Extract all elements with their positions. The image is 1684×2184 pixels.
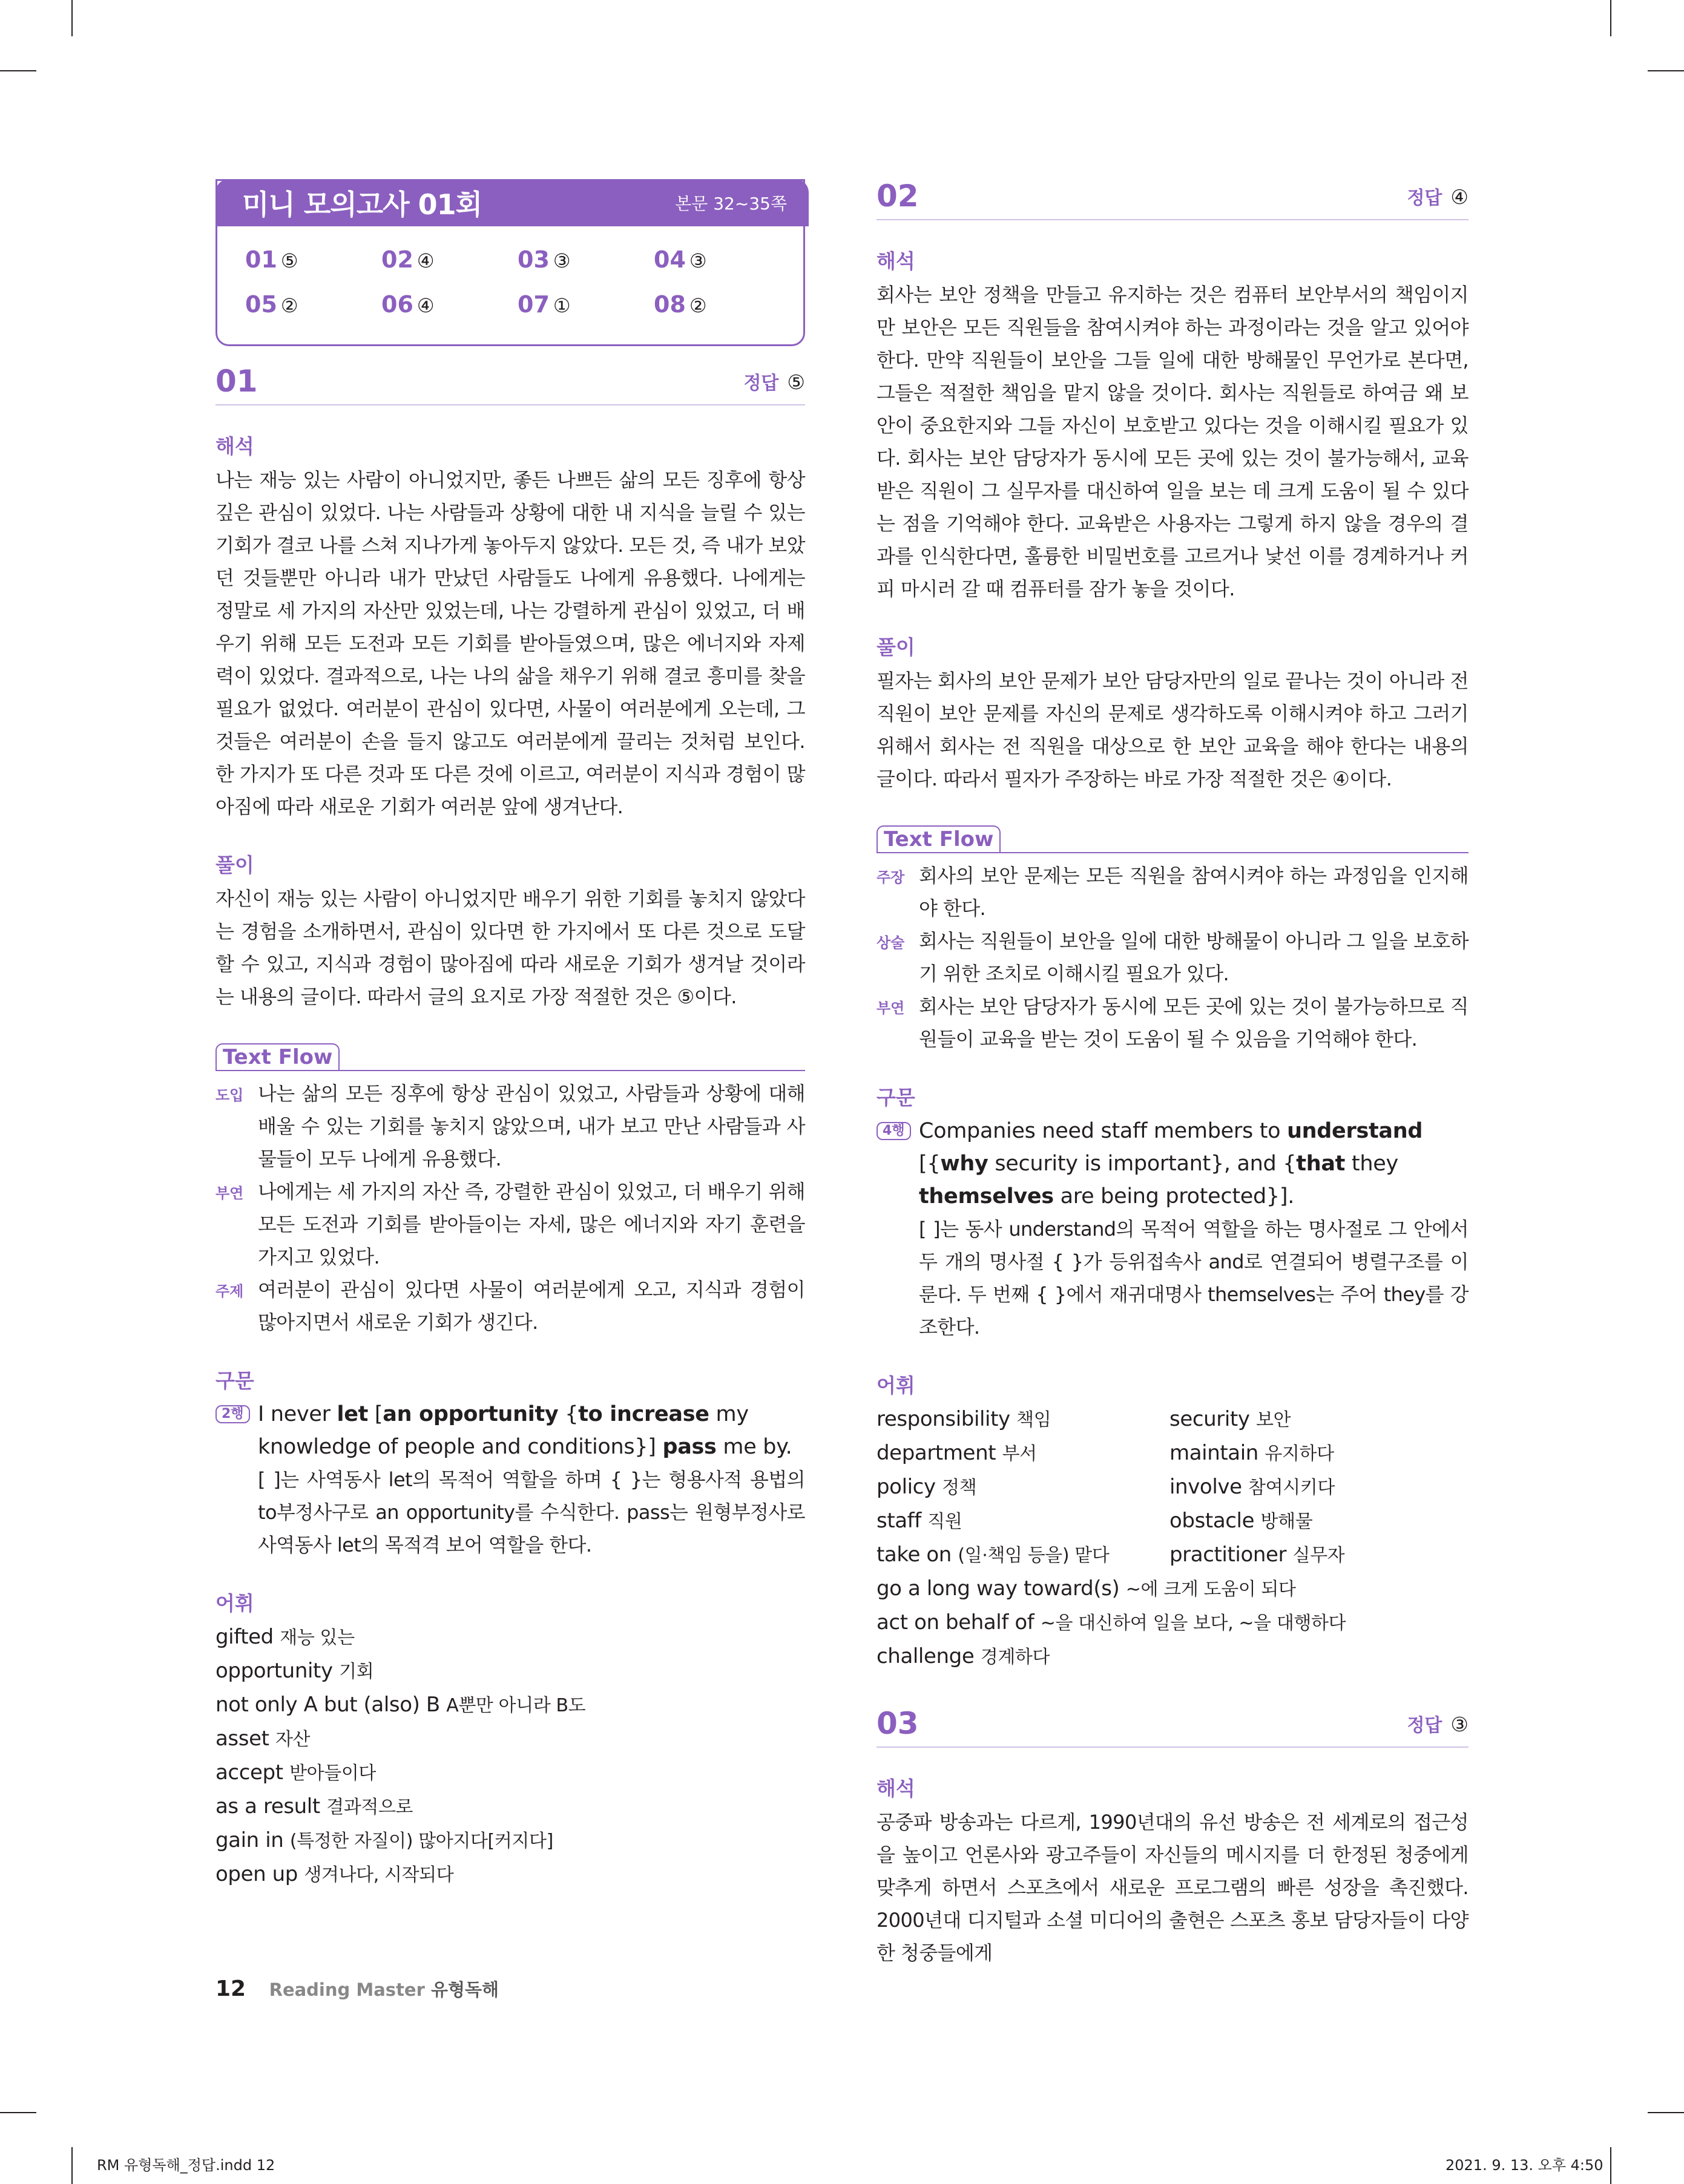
text-flow-item: 부연 회사는 보안 담당자가 동시에 모든 곳에 있는 것이 불가능하므로 직원들이 교육을 받는 것이 도움이 될 수 있음을 기억해야 한다. (877, 995, 1469, 1051)
question-number: 03 (877, 1706, 919, 1741)
vocab-item: take on (일·책임 등을) 맡다 (877, 1543, 1110, 1567)
text-flow-item: 주장 회사의 보안 문제는 모든 직원을 참여시켜야 하는 과정임을 인지해야 한다. (877, 864, 1469, 920)
structure-sentence: Companies need staff members to understand [{why security is important}, and {that they themselves are being protected}]. (919, 1119, 1423, 1208)
question-header (877, 179, 1469, 220)
section-heading: 해석 (215, 435, 254, 458)
vocab-item: open up 생겨나다, 시작되다 (215, 1862, 454, 1886)
question-number: 02 (877, 179, 919, 214)
vocab-item: practitioner 실무자 (1169, 1543, 1345, 1567)
translation-text: 회사는 보안 정책을 만들고 유지하는 것은 컴퓨터 보안부서의 책임이지만 보안은 모든 직원들을 참여시켜야 하는 과정이라는 것을 알고 있어야 한다. 만약 직원들이 보안을 그들 일에 대한 방해물인 무언가로 본다면, 그들은 적절한 책임을 맡지 않을 것이다. 회사는 직원들로 하여금 왜 보안이 중요한지와 그들 자신이 보호받고 있다는 것을 이해시킬 필요가 있다. 회사는 보안 담당자가 동시에 모든 곳에 있는 것이 불가능해서, 교육받은 직원이 그 실무자를 대신하여 일을 보는 데 크게 도움이 될 수 있다는 점을 기억해야 한다. 교육받은 사용자는 그렇게 하지 않을 경우의 결과를 인식한다면, 훌륭한 비밀번호를 고르거나 낯선 이를 경계하거나 커피 마시러 갈 때 컴퓨터를 잠가 놓을 것이다. (877, 283, 1469, 600)
structure-item (215, 1398, 805, 1561)
translation-text: 나는 재능 있는 사람이 아니었지만, 좋든 나쁘든 삶의 모든 징후에 항상 깊은 관심이 있었다. 나는 사람들과 상황에 대한 내 지식을 늘릴 수 있는 기회가 결코 나를 스쳐 지나가게 놓아두지 않았다. 모든 것, 즉 내가 보았던 것들뿐만 아니라 내가 만났던 사람들도 나에게 유용했다. 나에게는 정말로 세 가지의 자산만 있었는데, 나는 강렬하게 관심이 있었고, 더 배우기 위해 모든 도전과 모든 기회를 받아들였으며, 많은 에너지와 자제력이 있었다. 결과적으로, 나는 나의 삶을 채우기 위해 결코 흥미를 찾을 필요가 없었다. 여러분이 관심이 있다면, 사물이 여러분에게 오는데, 그것들은 여러분이 손을 들지 않고도 여러분에게 끌리는 것처럼 보인다. 한 가지가 또 다른 것과 또 다른 것에 이르고, 여러분이 지식과 경험이 많아짐에 따라 새로운 기회가 여러분 앞에 생겨난다. (215, 468, 805, 818)
vocab-grid (877, 1403, 1469, 1572)
crop-mark (1648, 70, 1684, 71)
right-column (877, 179, 1469, 1969)
vocab-item: gain in (특정한 자질이) 많아지다[커지다] (215, 1828, 553, 1852)
section-heading: 해석 (877, 249, 915, 273)
slug-date: 2021. 9. 13. 오후 4:50 (1446, 2157, 1603, 2174)
answer-label: 정답 ⑤ (743, 370, 805, 394)
solution-text: 자신이 재능 있는 사람이 아니었지만 배우기 위한 기회를 놓치지 않았다는 경험을 소개하면서, 관심이 있다면 한 가지에서 또 다른 것으로 도달할 수 있고, 지식과 경험이 많아짐에 따라 새로운 기회가 생겨날 것이라는 내용의 글이다. 따라서 글의 요지로 가장 적절한 것은 ⑤이다. (215, 887, 805, 1008)
divider (877, 852, 1469, 853)
answer-item: 05 ② (245, 291, 298, 318)
line-tag: 4행 (877, 1122, 911, 1140)
vocab-item: gifted 재능 있는 (215, 1625, 355, 1649)
answer-box-header (215, 179, 809, 226)
vocab-item: department 부서 (877, 1441, 1037, 1465)
vocab-item: not only A but (also) B A뿐만 아니라 B도 (215, 1693, 586, 1717)
answer-label: 정답 ④ (1407, 185, 1469, 209)
vocab-item: policy 정책 (877, 1475, 977, 1499)
vocab-item: opportunity 기회 (215, 1659, 374, 1683)
text-flow (877, 825, 1469, 1055)
section-heading: 어휘 (877, 1374, 915, 1397)
crop-mark (71, 2147, 73, 2184)
answer-item: 02 ④ (381, 246, 435, 273)
page-footer (215, 1976, 499, 2001)
structure-item (877, 1115, 1469, 1343)
crop-mark (71, 0, 73, 36)
vocab-list (877, 1572, 1469, 1674)
vocab-list (215, 1621, 805, 1892)
divider (215, 1070, 805, 1071)
text-flow-tag: Text Flow (215, 1043, 340, 1070)
crop-mark (0, 70, 36, 71)
text-flow (215, 1043, 805, 1339)
slug-file: RM 유형독해_정답.indd 12 (97, 2157, 275, 2174)
question-header (215, 364, 805, 405)
crop-mark (0, 2112, 36, 2113)
answer-item: 03 ③ (518, 246, 571, 273)
vocab-item: go a long way toward(s) ~에 크게 도움이 되다 (877, 1576, 1296, 1601)
book-title: Reading Master 유형독해 (269, 1979, 499, 2000)
section-heading: 어휘 (215, 1592, 254, 1615)
vocab-item: as a result 결과적으로 (215, 1794, 413, 1818)
answer-box (215, 179, 805, 346)
text-flow-item: 주제 여러분이 관심이 있다면 사물이 여러분에게 오고, 지식과 경험이 많아지면서 새로운 기회가 생긴다. (215, 1278, 805, 1334)
left-column (215, 179, 805, 1892)
vocab-item: asset 자산 (215, 1727, 311, 1751)
question-number: 01 (215, 364, 258, 399)
crop-mark (1610, 0, 1611, 36)
section-heading: 구문 (215, 1369, 254, 1392)
text-flow-item: 도입 나는 삶의 모든 징후에 항상 관심이 있었고, 사람들과 상황에 대해 배울 수 있는 기회를 놓치지 않았으며, 내가 보고 만난 사람들과 사물들이 모두 나에게 유용했다. (215, 1082, 805, 1170)
vocab-item: involve 참여시키다 (1169, 1475, 1335, 1499)
section-heading: 풀이 (877, 635, 915, 659)
translation-text: 공중파 방송과는 다르게, 1990년대의 유선 방송은 전 세계로의 접근성을 높이고 언론사와 광고주들이 자신들의 메시지를 더 한정된 청중에게 맞추게 하면서 스포츠에서 새로운 프로그램의 빠른 성장을 촉진했다. 2000년대 디지털과 소셜 미디어의 출현은 스포츠 홍보 담당자들이 다양한 청중들에게 (877, 1811, 1469, 1964)
answer-list (245, 246, 790, 318)
section-heading: 풀이 (215, 853, 254, 877)
answer-item: 07 ① (518, 291, 571, 318)
section-heading: 구문 (877, 1086, 915, 1109)
vocab-item: obstacle 방해물 (1169, 1509, 1313, 1533)
answer-item: 01 ⑤ (245, 246, 298, 273)
answer-box-range: 본문 32~35쪽 (675, 194, 787, 214)
answer-box-title: 미니 모의고사 01회 (242, 188, 482, 221)
answer-item: 08 ② (654, 291, 707, 318)
structure-sentence: I never let [an opportunity {to increase my knowledge of people and conditions}] pass me by. (258, 1402, 792, 1459)
crop-mark (1648, 2112, 1684, 2113)
vocab-item: challenge 경계하다 (877, 1644, 1050, 1668)
crop-mark (1610, 2147, 1611, 2184)
structure-note: [ ]는 사역동사 let의 목적어 역할을 하며 { }는 형용사적 용법의 to부정사구로 an opportunity를 수식한다. pass는 원형부정사로 사역동사 let의 목적격 보어 역할을 한다. (258, 1468, 805, 1556)
solution-text: 필자는 회사의 보안 문제가 보안 담당자만의 일로 끝나는 것이 아니라 전 직원이 보안 문제를 자신의 문제로 생각하도록 이해시켜야 하고 그러기 위해서 회사는 전 직원을 대상으로 한 보안 교육을 해야 한다는 내용의 글이다. 따라서 필자가 주장하는 바로 가장 적절한 것은 ④이다. (877, 669, 1469, 790)
vocab-item: accept 받아들이다 (215, 1760, 376, 1785)
vocab-item: maintain 유지하다 (1169, 1441, 1334, 1465)
vocab-item: responsibility 책임 (877, 1407, 1051, 1431)
vocab-item: security 보안 (1169, 1407, 1291, 1431)
line-tag: 2행 (215, 1405, 250, 1423)
answer-item: 04 ③ (654, 246, 707, 273)
answer-item: 06 ④ (381, 291, 435, 318)
text-flow-tag: Text Flow (877, 825, 1001, 852)
structure-note: [ ]는 동사 understand의 목적어 역할을 하는 명사절로 그 안에서 두 개의 명사절 { }가 등위접속사 and로 연결되어 병렬구조를 이룬다. 두 번째 { }에서 재귀대명사 themselves는 주어 they를 강조한다. (919, 1218, 1469, 1339)
page-number: 12 (215, 1976, 246, 2001)
section-heading: 해석 (877, 1777, 915, 1800)
vocab-item: staff 직원 (877, 1509, 962, 1533)
text-flow-item: 부연 나에게는 세 가지의 자산 즉, 강렬한 관심이 있었고, 더 배우기 위해 모든 도전과 기회를 받아들이는 자세, 많은 에너지와 자기 훈련을 가지고 있었다. (215, 1180, 805, 1268)
question-header (877, 1707, 1469, 1748)
text-flow-item: 상술 회사는 직원들이 보안을 일에 대한 방해물이 아니라 그 일을 보호하기 위한 조치로 이해시킬 필요가 있다. (877, 930, 1469, 985)
vocab-item: act on behalf of ~을 대신하여 일을 보다, ~을 대행하다 (877, 1610, 1346, 1635)
answer-label: 정답 ③ (1407, 1713, 1469, 1736)
